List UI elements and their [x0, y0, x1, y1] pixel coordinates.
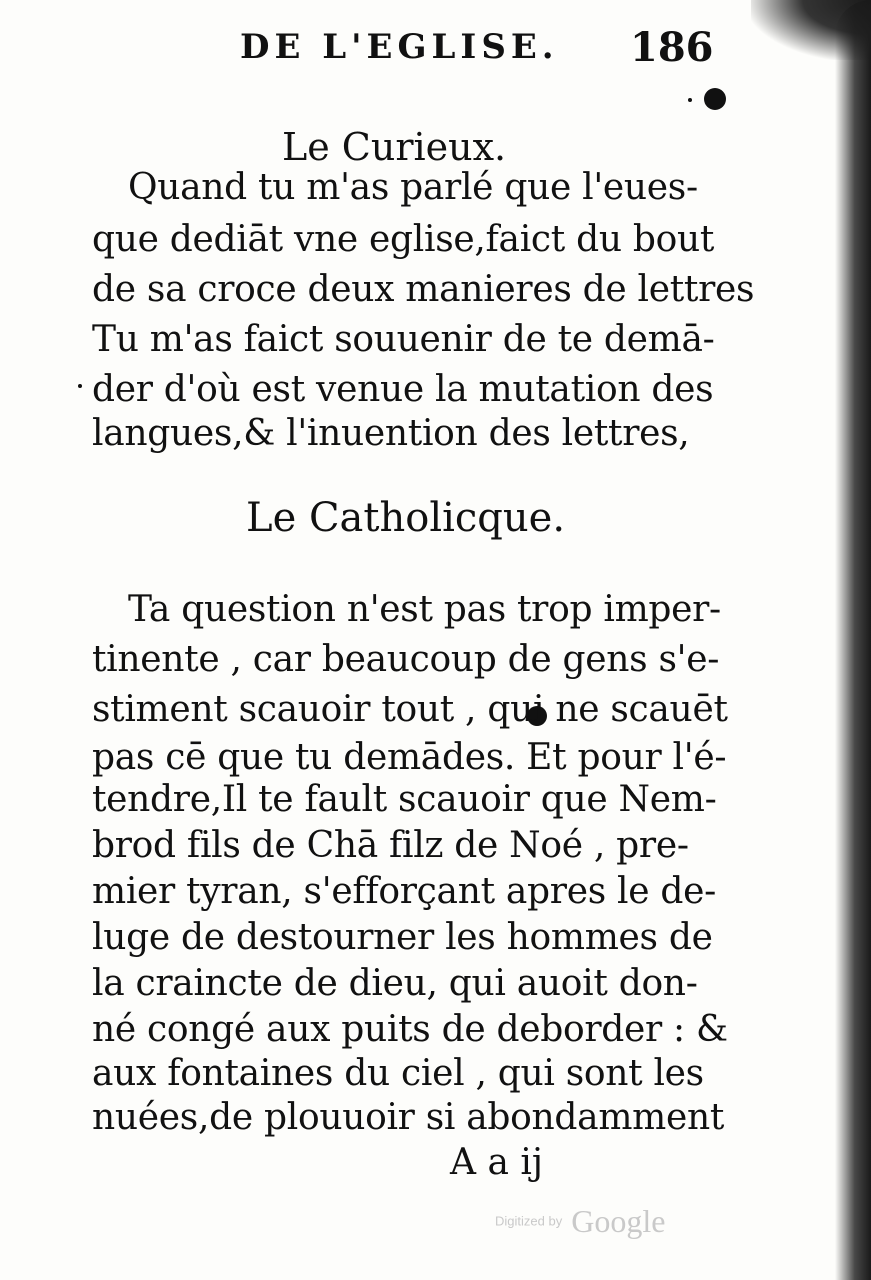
speaker-heading-catholicque: Le Catholicque. [246, 495, 566, 541]
text-line: Ta question n'est pas trop imper- [128, 589, 721, 630]
text-line: Quand tu m'as parlé que l'eues- [128, 167, 698, 208]
page-corner-shadow [751, 0, 871, 60]
signature-mark: A a ij [450, 1142, 544, 1183]
text-line: tendre,Il te fault scauoir que Nem- [92, 779, 717, 820]
text-line: tinente , car beaucoup de gens s'e- [92, 639, 720, 680]
text-line: luge de destourner les hommes de [92, 917, 713, 958]
text-line: der d'où est venue la mutation des [92, 369, 714, 410]
text-line: Tu m'as faict souuenir de te demā- [92, 319, 715, 360]
google-logo: Google [571, 1203, 666, 1239]
text-line: de sa croce deux manieres de lettres [92, 269, 755, 310]
text-line: pas cē que tu demādes. Et pour l'é- [92, 737, 727, 778]
ink-speck [78, 384, 82, 388]
text-line: aux fontaines du ciel , qui sont les [92, 1053, 704, 1094]
text-line: stiment scauoir tout , qui ne scauēt [92, 689, 728, 730]
text-line: mier tyran, s'efforçant apres le de- [92, 871, 716, 912]
ink-speck [688, 98, 692, 102]
speaker-heading-curieux: Le Curieux. [282, 125, 507, 169]
digitization-watermark [495, 1205, 666, 1237]
running-title: DE L'EGLISE. [240, 27, 559, 67]
page-edge-shadow [835, 0, 871, 1280]
text-line: nuées,de plouuoir si abondamment [92, 1097, 725, 1138]
text-line: que dediāt vne eglise,faict du bout [92, 219, 715, 260]
text-line: la craincte de dieu, qui auoit don- [92, 963, 698, 1004]
text-line: langues,& l'inuention des lettres, [92, 413, 690, 454]
text-line: brod fils de Chā filz de Noé , pre- [92, 825, 689, 866]
ink-blot [704, 88, 726, 110]
text-line: né congé aux puits de deborder : & [92, 1009, 728, 1050]
page-number: 186 [630, 24, 714, 71]
watermark-prefix: Digitized by [495, 1213, 563, 1229]
